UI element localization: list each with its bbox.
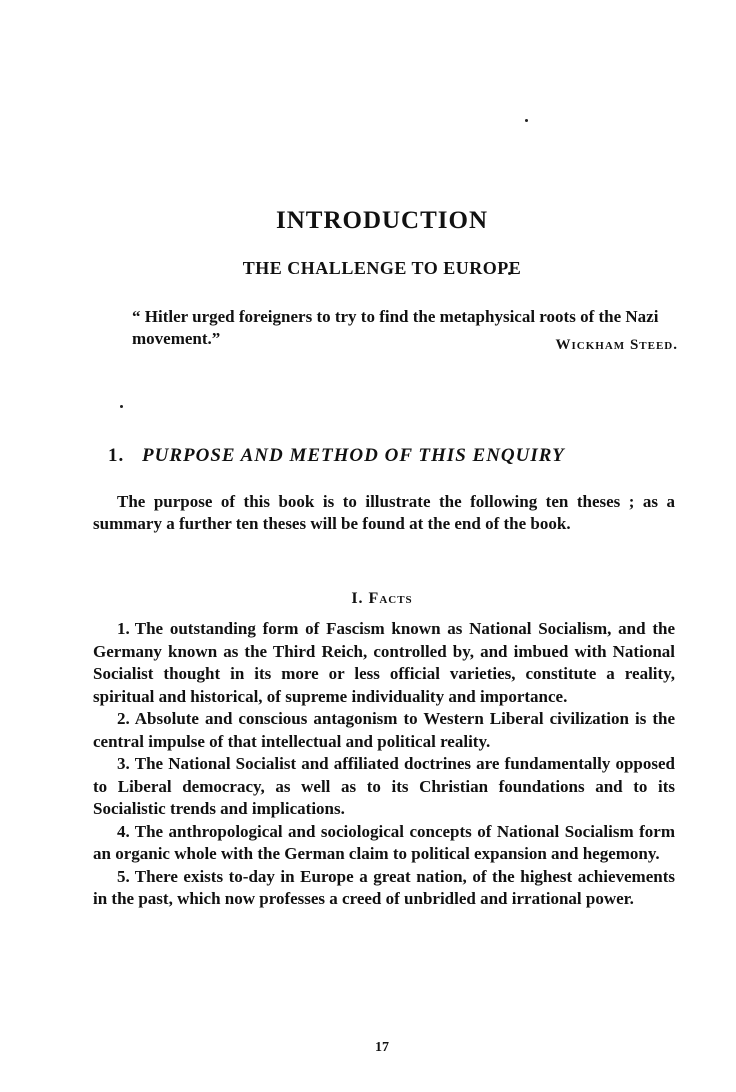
thesis-item [93, 866, 675, 911]
thesis-text: The anthropological and sociological concepts of National Socialism form an organic whole with the German claim to political expansion and hegemony. [93, 821, 675, 863]
epigraph-quote: “ Hitler urged foreigners to try to find the metaphysical roots of the Nazi movement.” [132, 307, 659, 348]
chapter-title: INTRODUCTION [275, 206, 489, 234]
thesis-number: 4. [117, 821, 130, 841]
thesis-text: Absolute and conscious antagonism to Western Liberal civilization is the central impulse of that intellectual and political reality. [93, 709, 675, 751]
thesis-text: There exists to-day in Europe a great nation, of the highest achievements in the past, which now professes a creed of unbridled and irrational power. [93, 866, 675, 908]
section-number: 1. [108, 445, 125, 466]
chapter-subtitle: THE CHALLENGE TO EUROPE [242, 257, 522, 278]
section-title: PURPOSE AND METHOD OF THIS ENQUIRY [142, 445, 565, 466]
part-heading: I. Facts [351, 590, 413, 608]
thesis-item [93, 821, 675, 866]
thesis-text: The National Socialist and affiliated doctrines are fundamentally opposed to Liberal democracy, as well as to its Christian foundations and to its Socialistic trends and implications. [93, 754, 675, 818]
theses-list [93, 618, 675, 911]
print-speck [525, 119, 528, 122]
thesis-item [93, 753, 675, 821]
page-number: 17 [375, 1040, 389, 1055]
print-speck [120, 405, 123, 408]
thesis-number: 3. [117, 754, 130, 773]
thesis-text: The outstanding form of Fascism known as National Socialism, and the Germany known as the Third Reich, controlled by, and imbued with National Socialist thought in its more or less official varieties, constitute a reality, spiritual and historical, of supreme individuality and importance. [93, 619, 675, 706]
thesis-item [93, 618, 675, 708]
section-intro-paragraph: The purpose of this book is to illustrate the following ten theses ; as a summary a further ten theses will be found at the end of the book. [93, 492, 675, 534]
thesis-item [93, 708, 675, 753]
thesis-number: 5. [117, 866, 130, 886]
section-heading [108, 445, 678, 467]
epigraph-attribution: Wickham Steed. [555, 337, 678, 353]
thesis-number: 2. [117, 709, 130, 728]
thesis-number: 1. [117, 619, 130, 638]
